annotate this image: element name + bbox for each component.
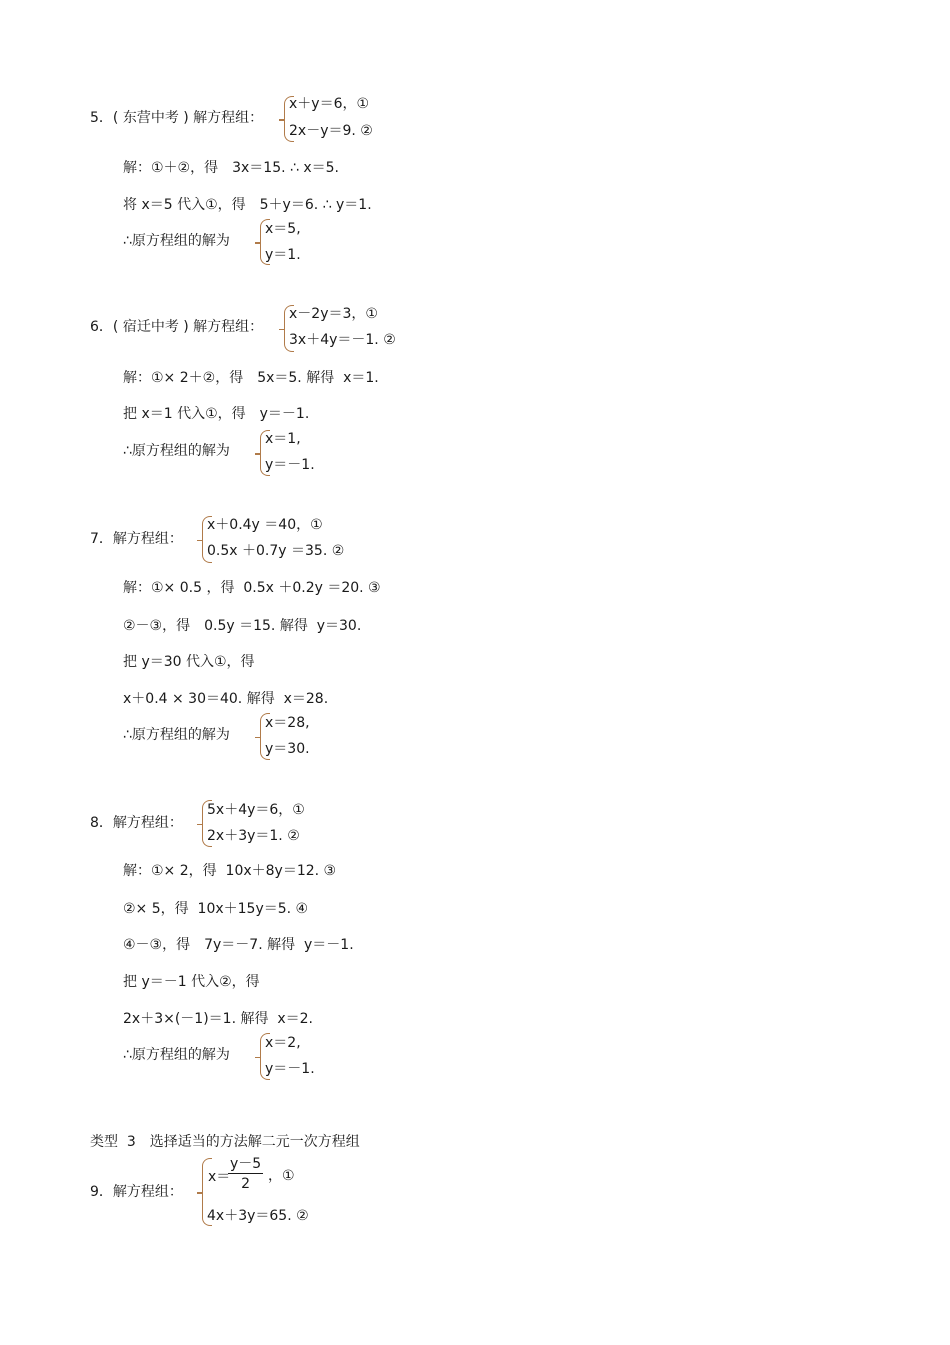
problem-5-label: 5．( 东营中考 ) 解方程组： <box>90 110 264 126</box>
problem-8-answer-label: ∴原方程组的解为 <box>123 1047 230 1063</box>
problem-7-step-3: 把 y＝30 代入①，得 <box>123 654 255 670</box>
problem-9-equation-1-right: ，① <box>268 1168 295 1184</box>
problem-6-step-2: 把 x＝1 代入①，得 y＝－1. <box>123 406 310 422</box>
problem-8-answer-y: y＝－1. <box>265 1061 315 1077</box>
problem-5-equation-2: 2x－y＝9. ② <box>289 123 373 139</box>
problem-5-step-2: 将 x＝5 代入①，得 5＋y＝6. ∴ y＝1. <box>123 197 372 213</box>
problem-7-answer-x: x＝28, <box>265 715 310 731</box>
problem-7-step-4: x＋0.4 × 30＝40. 解得 x＝28. <box>123 691 329 707</box>
problem-9-equation-2: 4x＋3y＝65. ② <box>207 1208 309 1224</box>
problem-5-equation-1: x＋y＝6，① <box>289 96 370 112</box>
problem-6-equation-2: 3x＋4y＝－1. ② <box>289 332 396 348</box>
problem-5-answer-x: x＝5, <box>265 221 301 237</box>
problem-8-equation-1: 5x＋4y＝6，① <box>207 802 305 818</box>
problem-5-step-1: 解：①＋②，得 3x＝15. ∴ x＝5. <box>123 160 340 176</box>
problem-8-label: 8．解方程组： <box>90 815 183 831</box>
problem-7-answer-y: y＝30. <box>265 741 310 757</box>
problem-8-step-1: 解：①× 2，得 10x＋8y＝12. ③ <box>123 863 337 879</box>
problem-8-answer-x: x＝2, <box>265 1035 301 1051</box>
problem-7-equation-1: x＋0.4y ＝40，① <box>207 517 323 533</box>
problem-7-step-1: 解：①× 0.5 ，得 0.5x ＋0.2y ＝20. ③ <box>123 580 381 596</box>
problem-7-label: 7．解方程组： <box>90 531 183 547</box>
problem-5-answer-label: ∴原方程组的解为 <box>123 233 230 249</box>
problem-7-step-2: ②－③，得 0.5y ＝15. 解得 y＝30. <box>123 618 362 634</box>
problem-8-equation-2: 2x＋3y＝1. ② <box>207 828 300 844</box>
problem-6-answer-x: x＝1, <box>265 431 301 447</box>
problem-6-step-1: 解：①× 2＋②，得 5x＝5. 解得 x＝1. <box>123 370 379 386</box>
problem-8-step-2: ②× 5，得 10x＋15y＝5. ④ <box>123 901 309 917</box>
problem-6-answer-y: y＝－1. <box>265 457 315 473</box>
problem-8-step-3: ④－③，得 7y＝－7. 解得 y＝－1. <box>123 937 354 953</box>
problem-9-fraction <box>228 1157 263 1191</box>
problem-9-label: 9．解方程组： <box>90 1184 183 1200</box>
problem-6-answer-label: ∴原方程组的解为 <box>123 443 230 459</box>
problem-8-step-5: 2x＋3×(－1)＝1. 解得 x＝2. <box>123 1011 314 1027</box>
problem-7-equation-2: 0.5x ＋0.7y ＝35. ② <box>207 543 345 559</box>
problem-6-equation-1: x－2y＝3，① <box>289 306 378 322</box>
problem-9-fraction-denominator: 2 <box>241 1176 251 1192</box>
problem-9-fraction-numerator: y－5 <box>230 1156 262 1172</box>
section-heading: 类型 3 选择适当的方法解二元一次方程组 <box>90 1134 360 1150</box>
problem-5-answer-y: y＝1. <box>265 247 301 263</box>
problem-9-equation-1-left: x＝ <box>208 1169 231 1185</box>
problem-7-answer-label: ∴原方程组的解为 <box>123 727 230 743</box>
problem-6-label: 6．( 宿迁中考 ) 解方程组： <box>90 319 264 335</box>
problem-8-step-4: 把 y＝－1 代入②，得 <box>123 974 260 990</box>
